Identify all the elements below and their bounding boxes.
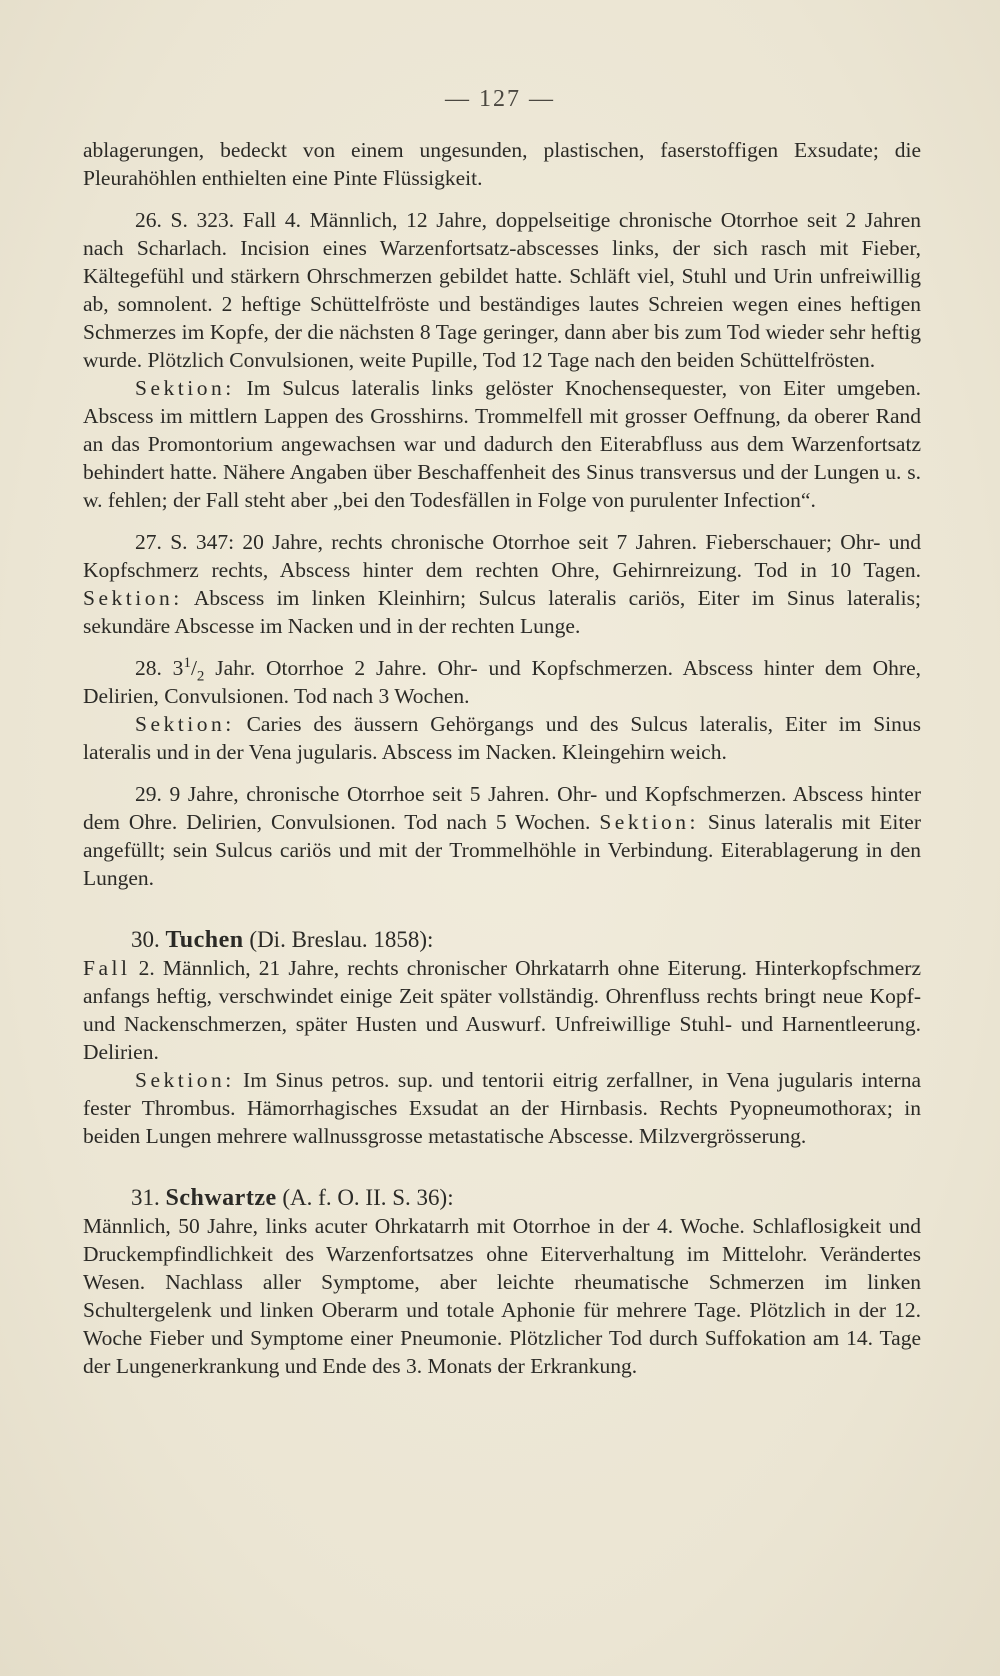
case-29-text-a: 29. 9 Jahre, chronische Otorrhoe seit 5 Jahren. Ohr- und Kopfschmerzen. Abscess hinter dem Ohre. Delirien, Convulsionen. Tod nach 5 Wochen. (83, 782, 921, 834)
case-31-number: 31. (131, 1185, 166, 1210)
case-30-text: 2. Männlich, 21 Jahre, rechts chronischer Ohrkatarrh ohne Eiterung. Hinterkopfschmerz anfangs heftig, verschwindet einige Zeit später vollständig. Ohrenfluss rechts bringt neue Kopf- und Nackenschmerzen, später Husten und Auswurf. Unfreiwillige Stuhl- und Harnentleerung. Delirien. (83, 956, 921, 1064)
case-30 (83, 954, 921, 1066)
paragraph-continuation: ablagerungen, bedeckt von einem ungesunden, plastischen, faserstoffigen Exsudate; die Pleurahöhlen enthielten eine Pinte Flüssigkeit. (83, 138, 921, 190)
fraction-numerator: 1 (183, 654, 191, 671)
section-label: Sektion: (83, 586, 183, 610)
case-28-text-a: 28. 3 (135, 656, 184, 680)
section-label: Sektion: (135, 712, 235, 736)
fall-label: Fall (83, 956, 131, 980)
page-number: — 127 — (445, 86, 555, 112)
case-30-author: Tuchen (165, 927, 244, 953)
case-29 (83, 780, 921, 892)
case-26-section-text: Im Sulcus lateralis links gelöster Knochensequester, von Eiter umgeben. Abscess im mittlern Lappen des Grosshirns. Trommelfell mit grosser Oeffnung, da oberer Rand an das Promontorium angewachsen war und dadurch den Eiterabfluss aus dem Warzenfortsatz behindert hatte. Nähere Angaben über Beschaffenheit des Sinus transversus und der Lungen u. s. w. fehlen; der Fall steht aber „bei den Todesfällen in Folge von purulenter Infection“. (83, 376, 921, 512)
case-27 (83, 528, 921, 640)
case-29-text-b: Sinus lateralis mit Eiter angefüllt; sein Sulcus cariös und mit der Trommelhöhle in Verbindung. Eiterablagerung in den Lungen. (83, 810, 921, 890)
case-31-source: (A. f. O. II. S. 36): (276, 1185, 454, 1210)
case-30-number: 30. (131, 927, 166, 952)
fraction-slash: / (190, 656, 197, 680)
case-27-text-b: Abscess im linken Kleinhirn; Sulcus lateralis cariös, Eiter im Sinus lateralis; sekundäre Abscesse im Nacken und in der rechten Lunge. (83, 586, 921, 638)
case-30-heading (83, 926, 921, 954)
case-30-section-text: Im Sinus petros. sup. und tentorii eitrig zerfallner, in Vena jugularis interna fester Thrombus. Hämorrhagisches Exsudat an der Hirnbasis. Rechts Pyopneumothorax; in beiden Lungen mehrere wallnussgrosse metastatische Abscesse. Milzvergrösserung. (83, 1068, 921, 1148)
case-28-section (83, 710, 921, 766)
section-label: Sektion: (135, 1068, 235, 1092)
case-26-section (83, 374, 921, 514)
case-31: Männlich, 50 Jahre, links acuter Ohrkatarrh mit Otorrhoe in der 4. Woche. Schlaflosigkeit und Druckempfindlichkeit des Warzenfortsatzes ohne Eiterverhaltung im Mittelohr. Verändertes Wesen. Nachlass aller Symptome, aber leichte rheumatische Schmerzen im linken Schultergelenk und linken Oberarm und totale Aphonie für mehrere Tage. Plötzlich in der 12. Woche Fieber und Symptome einer Pneumonie. Plötzlicher Tod durch Suffokation am 14. Tage der Lungenerkrankung und Ende des 3. Monats der Erkrankung. (83, 1214, 921, 1378)
section-label: Sektion: (599, 810, 700, 834)
case-30-source: (Di. Breslau. 1858): (243, 927, 434, 952)
case-31-author: Schwartze (165, 1185, 277, 1211)
case-28-text-b: Jahr. Otorrhoe 2 Jahre. Ohr- und Kopfschmerzen. Abscess hinter dem Ohre, Delirien, Convulsionen. Tod nach 3 Wochen. (83, 656, 922, 708)
fraction-denominator: 2 (196, 668, 205, 685)
case-31-heading (83, 1184, 921, 1212)
case-28 (83, 654, 921, 710)
case-28-section-text: Caries des äussern Gehörgangs und des Sulcus lateralis, Eiter im Sinus lateralis und in der Vena jugularis. Abscess im Nacken. Kleingehirn weich. (83, 712, 921, 764)
case-26: 26. S. 323. Fall 4. Männlich, 12 Jahre, doppelseitige chronische Otorrhoe seit 2 Jahren nach Scharlach. Incision eines Warzenfortsatz-abscesses links, der sich rasch mit Fieber, Kältegefühl und stärkern Ohrschmerzen gebildet hatte. Schläft viel, Stuhl und Urin unfreiwillig ab, somnolent. 2 heftige Schüttelfröste und beständiges lautes Schreien wegen eines heftigen Schmerzes im Kopfe, der die nächsten 8 Tage geringer, dann aber bis zum Tod wieder sehr heftig wurde. Plötzlich Convulsionen, weite Pupille, Tod 12 Tage nach den beiden Schüttelfrösten. (83, 208, 921, 372)
section-label: Sektion: (135, 376, 235, 400)
page-body (83, 136, 921, 1380)
case-30-section (83, 1066, 921, 1150)
case-27-text-a: 27. S. 347: 20 Jahre, rechts chronische Otorrhoe seit 7 Jahren. Fieberschauer; Ohr- und Kopfschmerz rechts, Abscess hinter dem rechten Ohre, Gehirnreizung. Tod in 10 Tagen. (83, 530, 921, 582)
